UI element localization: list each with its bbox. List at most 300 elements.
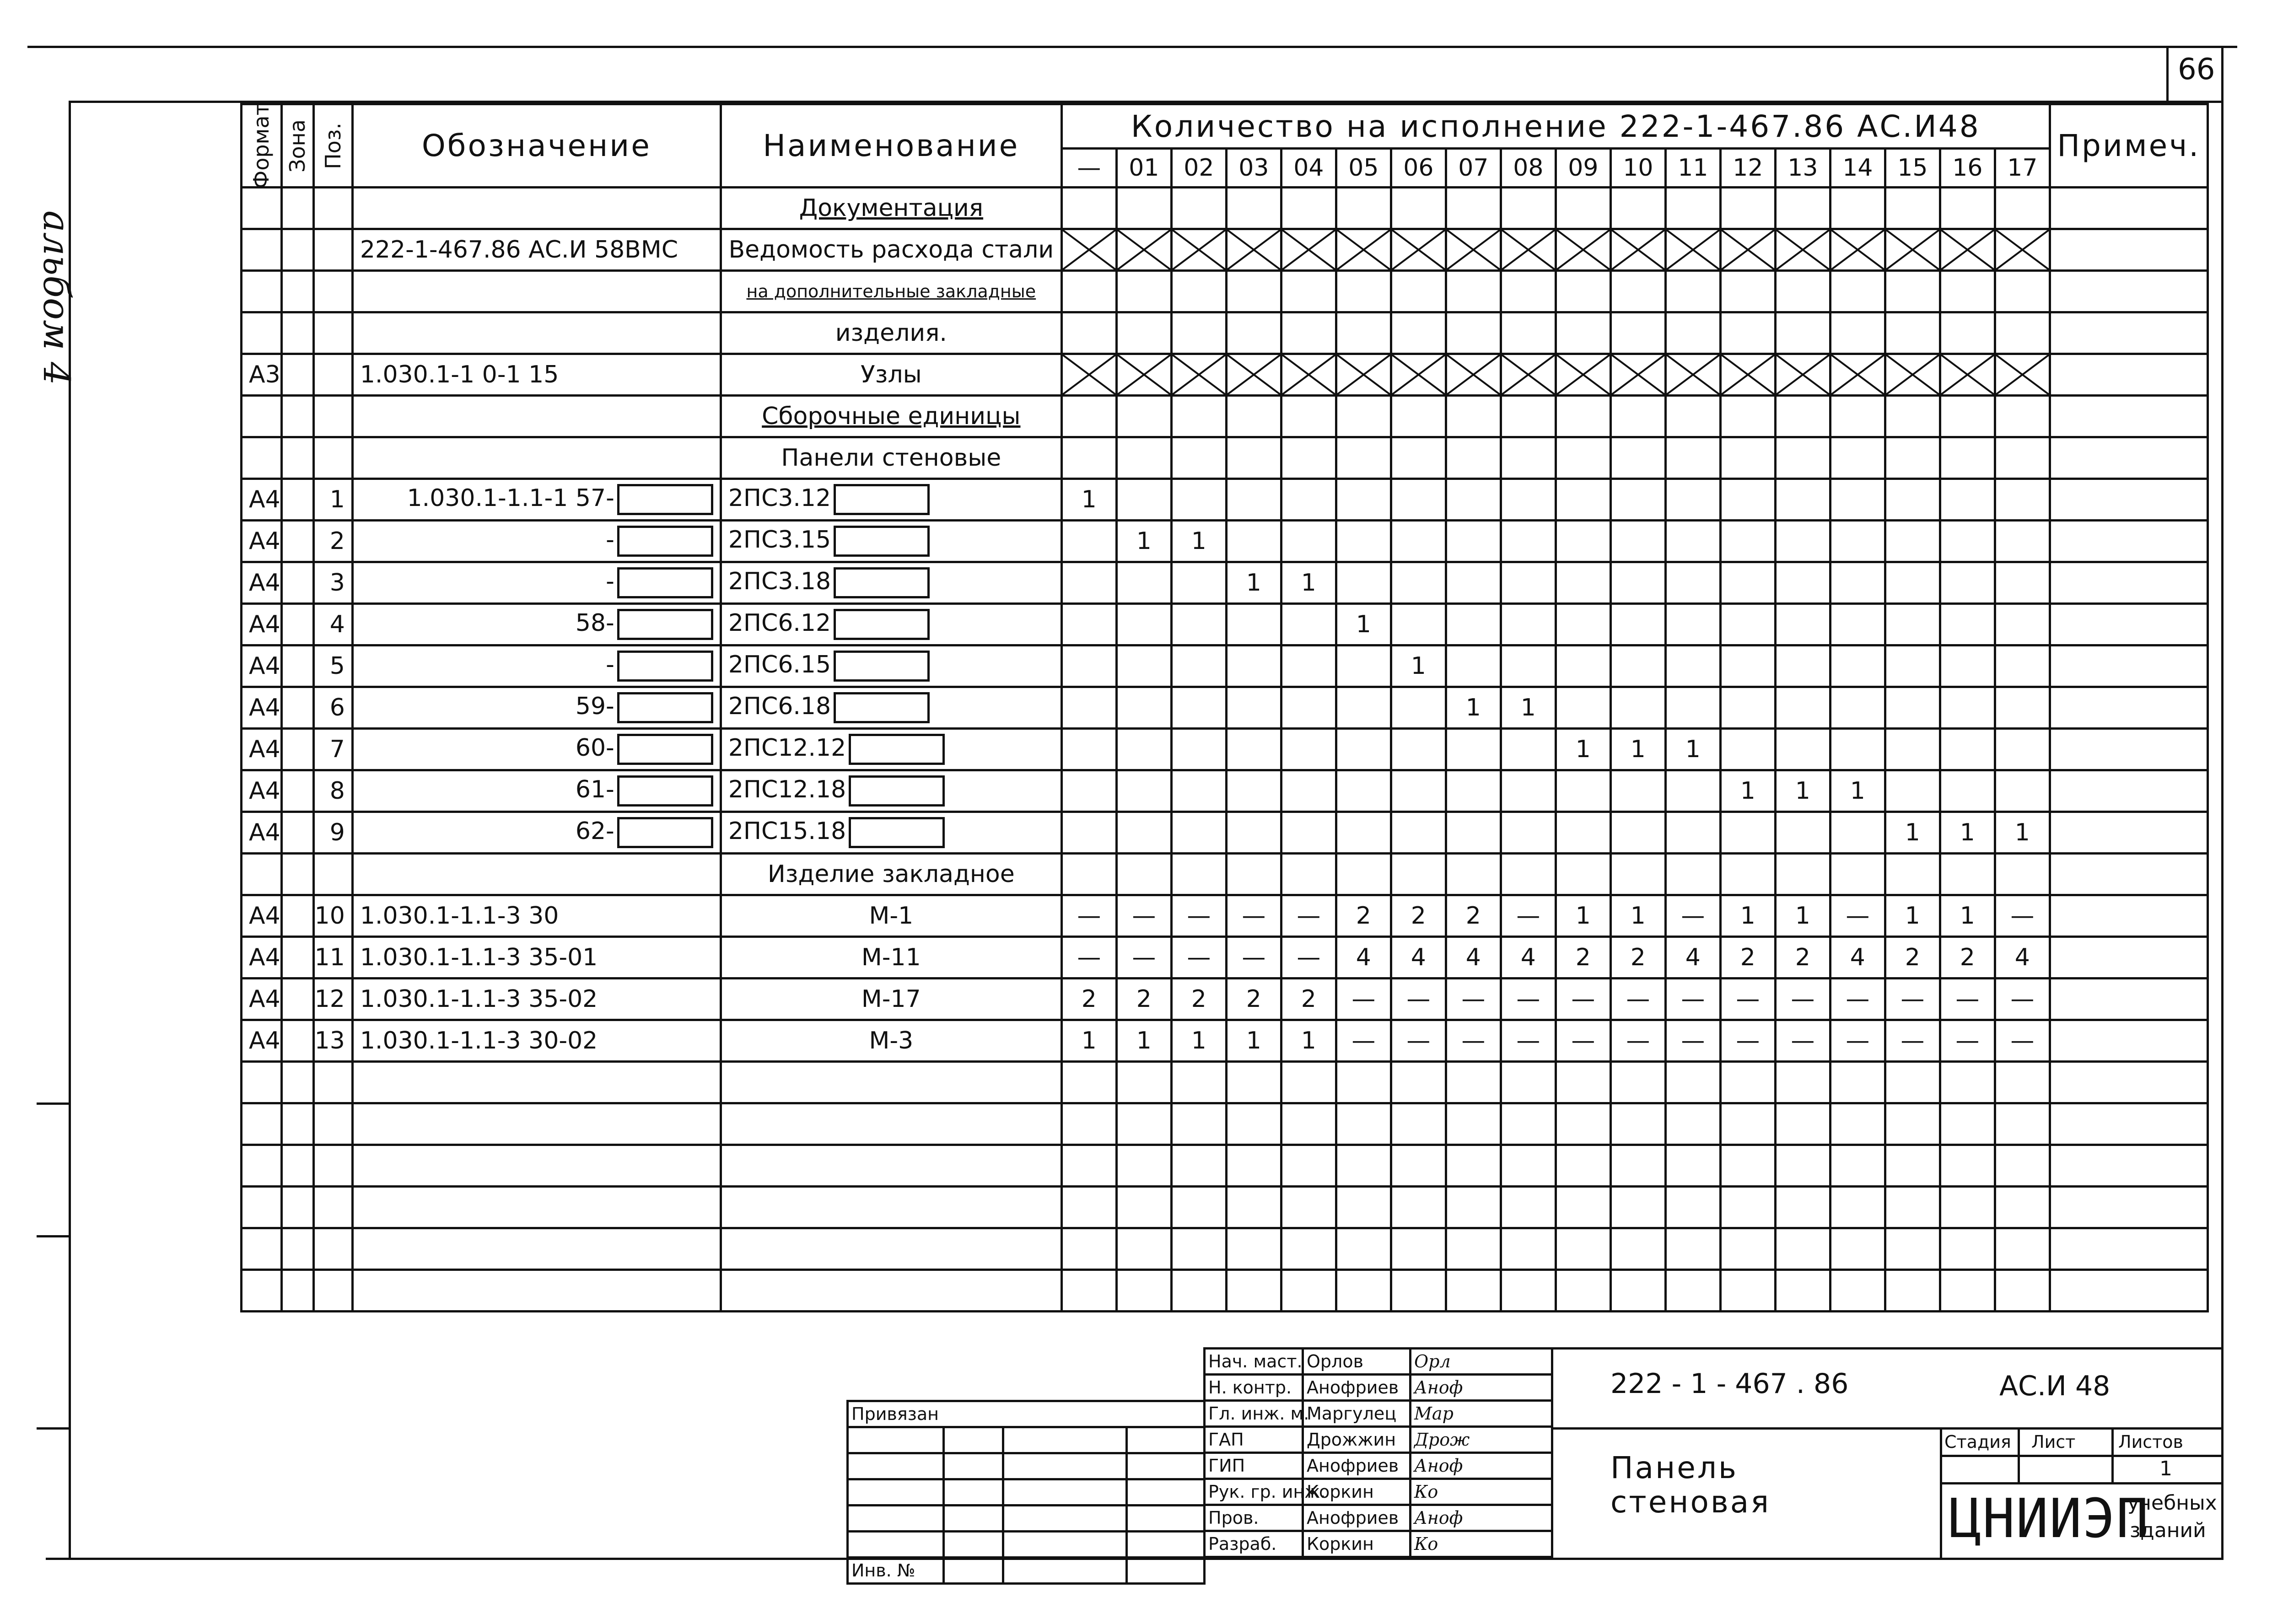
variant-header-cell: 10 (1610, 149, 1665, 188)
name-cell (721, 521, 1061, 562)
name-cell (721, 479, 1061, 521)
zone-cell (281, 979, 313, 1020)
quantity-cell (1061, 562, 1116, 604)
name-blank-box (834, 651, 930, 682)
quantity-cell: 1 (1995, 812, 2050, 854)
quantity-cell (1885, 271, 1940, 312)
quantity-cell (1116, 437, 1171, 479)
header-row (242, 104, 2208, 149)
empty-cell (1665, 1228, 1720, 1270)
designation-text: 60- (575, 734, 614, 762)
zone-cell (281, 729, 313, 770)
quantity-cell (1336, 188, 1391, 229)
quantity-cell (1116, 479, 1171, 521)
quantity-cell (1830, 312, 1885, 354)
designation-cell (352, 521, 721, 562)
cross-out-mark (1941, 230, 1994, 269)
designation-cell (352, 271, 721, 312)
format-header: Формат (242, 104, 282, 188)
format-cell: А4 (242, 604, 282, 645)
empty-cell (1610, 1187, 1665, 1228)
empty-cell (1885, 1187, 1940, 1228)
cross-out-mark (1996, 355, 2049, 394)
empty-cell (1610, 1270, 1665, 1312)
organization-sub-1: учебных (2127, 1491, 2217, 1515)
quantity-cell (1446, 645, 1501, 687)
quantity-cell (1610, 521, 1665, 562)
spec-row (242, 812, 2208, 854)
pos-cell: 11 (313, 937, 352, 979)
quantity-cell (1940, 604, 1995, 645)
stage-row-line-1 (1940, 1455, 2224, 1457)
name-cell: Узлы (721, 354, 1061, 396)
quantity-cell: 2 (1556, 937, 1610, 979)
quantity-cell (1830, 437, 1885, 479)
format-cell (242, 229, 282, 271)
title-block-top (1551, 1347, 2224, 1350)
designation-cell (352, 604, 721, 645)
empty-cell (1610, 1062, 1665, 1103)
note-cell (2050, 770, 2207, 812)
pos-cell: 10 (313, 895, 352, 937)
quantity-cell (1885, 396, 1940, 437)
title-block-left (1551, 1347, 1553, 1560)
name-blank-box (849, 734, 945, 765)
format-cell: А4 (242, 770, 282, 812)
attached-label: Привязан (848, 1401, 1205, 1427)
empty-cell (1171, 1103, 1226, 1145)
quantity-cell (1061, 396, 1116, 437)
empty-cell (1830, 1270, 1885, 1312)
quantity-cell (1720, 562, 1775, 604)
empty-cell (1281, 1270, 1336, 1312)
spec-row (242, 188, 2208, 229)
note-cell (2050, 895, 2207, 937)
variant-header-cell: 03 (1226, 149, 1281, 188)
empty-cell (1610, 1228, 1665, 1270)
title-line-2: стеновая (1610, 1484, 1771, 1520)
quantity-cell (1391, 854, 1446, 895)
right-border (2221, 46, 2224, 1560)
empty-cell (1556, 1062, 1610, 1103)
quantity-cell (1885, 354, 1940, 396)
quantity-cell (1610, 312, 1665, 354)
quantity-cell (1116, 562, 1171, 604)
quantity-cell (1061, 229, 1116, 271)
variant-header-cell: 12 (1720, 149, 1775, 188)
quantity-cell (1665, 521, 1720, 562)
quantity-cell: 1 (1775, 895, 1830, 937)
designation-cell (352, 645, 721, 687)
quantity-cell: — (1061, 895, 1116, 937)
quantity-cell: — (1830, 979, 1885, 1020)
quantity-cell (1995, 770, 2050, 812)
quantity-cell (1501, 604, 1556, 645)
empty-cell (281, 1270, 313, 1312)
empty-cell (1391, 1103, 1446, 1145)
designation-header: Обозначение (352, 104, 721, 188)
empty-cell (1940, 1145, 1995, 1187)
empty-cell (1830, 1103, 1885, 1145)
quantity-header: Количество на исполнение 222-1-467.86 АС.И48 (1061, 104, 2050, 149)
organization-logo: ЦНИИЭП (1949, 1487, 2150, 1550)
stage-label: Стадия (1944, 1432, 2011, 1452)
empty-cell (1720, 1103, 1775, 1145)
quantity-cell (1995, 271, 2050, 312)
quantity-cell (1226, 854, 1281, 895)
quantity-cell (1720, 687, 1775, 729)
quantity-cell (1336, 562, 1391, 604)
empty-cell (1061, 1145, 1116, 1187)
quantity-cell (1720, 479, 1775, 521)
name-cell: изделия. (721, 312, 1061, 354)
quantity-cell (1665, 604, 1720, 645)
quantity-cell: 1 (1281, 562, 1336, 604)
name-blank-box (834, 526, 930, 557)
quantity-cell (1995, 396, 2050, 437)
empty-cell (721, 1187, 1061, 1228)
quantity-cell (1171, 437, 1226, 479)
quantity-cell (1446, 562, 1501, 604)
role-cell: Н. контр. (1205, 1375, 1303, 1401)
quantity-cell (1336, 729, 1391, 770)
quantity-cell (1830, 188, 1885, 229)
quantity-cell (1995, 729, 2050, 770)
quantity-cell: 4 (1336, 937, 1391, 979)
name-text: 2ПС6.12 (728, 609, 831, 637)
empty-row (242, 1103, 2208, 1145)
empty-cell (1116, 1270, 1171, 1312)
designation-cell: 1.030.1-1.1-3 35-01 (352, 937, 721, 979)
quantity-cell (1556, 229, 1610, 271)
quantity-cell (1171, 604, 1226, 645)
cross-out-mark (1557, 230, 1610, 269)
zone-cell (281, 854, 313, 895)
spec-row (242, 437, 2208, 479)
quantity-cell (1775, 854, 1830, 895)
quantity-cell (1940, 229, 1995, 271)
quantity-cell (1281, 604, 1336, 645)
quantity-cell (1336, 770, 1391, 812)
quantity-cell (1281, 854, 1336, 895)
quantity-cell (1171, 312, 1226, 354)
quantity-cell (1501, 354, 1556, 396)
quantity-cell (1281, 687, 1336, 729)
quantity-cell: — (1940, 979, 1995, 1020)
quantity-cell (1336, 479, 1391, 521)
quantity-cell (1116, 854, 1171, 895)
spec-row (242, 937, 2208, 979)
format-cell: А4 (242, 479, 282, 521)
quantity-cell (1226, 188, 1281, 229)
empty-cell (1665, 1062, 1720, 1103)
binding-table (846, 1400, 1206, 1585)
quantity-cell (1556, 271, 1610, 312)
quantity-cell (1226, 645, 1281, 687)
quantity-cell: 4 (1830, 937, 1885, 979)
quantity-cell (1665, 229, 1720, 271)
name-cell: М-1 (721, 895, 1061, 937)
quantity-cell: 1 (1061, 479, 1116, 521)
empty-cell (1720, 1145, 1775, 1187)
quantity-cell (1665, 854, 1720, 895)
name-blank-box (834, 609, 930, 640)
pos-cell (313, 229, 352, 271)
name-blank-box (834, 692, 930, 723)
empty-cell (1940, 1062, 1995, 1103)
quantity-cell: 1 (1556, 729, 1610, 770)
left-margin-tick-1 (37, 1102, 71, 1105)
name-blank-box (849, 817, 945, 848)
empty-cell (1501, 1103, 1556, 1145)
empty-cell (721, 1062, 1061, 1103)
quantity-cell: — (1665, 1020, 1720, 1062)
empty-cell (1391, 1145, 1446, 1187)
name-text: 2ПС3.18 (728, 568, 831, 595)
empty-cell (1446, 1270, 1501, 1312)
empty-cell (242, 1187, 282, 1228)
quantity-cell (1556, 604, 1610, 645)
left-margin-tick-3 (37, 1427, 71, 1430)
empty-cell (313, 1145, 352, 1187)
note-cell (2050, 854, 2207, 895)
signature-cell: Дрож (1411, 1427, 1552, 1453)
designation-cell: 1.030.1-1 0-1 15 (352, 354, 721, 396)
format-cell: А3 (242, 354, 282, 396)
cross-out-mark (1777, 355, 1829, 394)
quantity-cell (1885, 479, 1940, 521)
quantity-cell: — (1336, 1020, 1391, 1062)
quantity-cell (1061, 729, 1116, 770)
quantity-cell (1226, 770, 1281, 812)
quantity-cell (1171, 729, 1226, 770)
note-cell (2050, 188, 2207, 229)
note-cell (2050, 437, 2207, 479)
format-cell: А4 (242, 521, 282, 562)
pos-cell (313, 354, 352, 396)
specification-table (240, 103, 2209, 1312)
format-cell (242, 396, 282, 437)
empty-cell (1446, 1145, 1501, 1187)
quantity-cell (1940, 271, 1995, 312)
empty-cell (1281, 1145, 1336, 1187)
quantity-cell: 1 (1556, 895, 1610, 937)
pos-cell: 7 (313, 729, 352, 770)
quantity-cell (1610, 479, 1665, 521)
note-cell (2050, 229, 2207, 271)
role-cell: Разраб. (1205, 1531, 1303, 1557)
cross-out-mark (1228, 230, 1280, 269)
quantity-cell (1995, 562, 2050, 604)
quantity-cell (1995, 687, 2050, 729)
name-cell (721, 645, 1061, 687)
quantity-cell (1226, 354, 1281, 396)
designation-blank-box (617, 567, 713, 598)
quantity-cell (1665, 770, 1720, 812)
quantity-cell (1995, 645, 2050, 687)
quantity-cell (1885, 521, 1940, 562)
quantity-cell (1610, 562, 1665, 604)
approval-row (1205, 1453, 1552, 1479)
role-cell: Рук. гр. инж. (1205, 1479, 1303, 1505)
quantity-cell (1665, 271, 1720, 312)
quantity-cell (1830, 645, 1885, 687)
empty-cell (1556, 1270, 1610, 1312)
pos-cell: 5 (313, 645, 352, 687)
quantity-cell (1336, 396, 1391, 437)
empty-cell (1995, 1187, 2050, 1228)
quantity-cell (1226, 271, 1281, 312)
quantity-cell (1061, 770, 1116, 812)
zone-cell (281, 437, 313, 479)
document-code: 222 - 1 - 467 . 86 (1610, 1368, 1849, 1400)
empty-cell (1665, 1270, 1720, 1312)
quantity-cell (1281, 229, 1336, 271)
designation-text: 62- (575, 817, 614, 845)
format-cell (242, 188, 282, 229)
format-cell (242, 854, 282, 895)
quantity-cell (1720, 396, 1775, 437)
quantity-cell (1446, 271, 1501, 312)
empty-cell (1061, 1103, 1116, 1145)
empty-cell (281, 1103, 313, 1145)
note-cell (2050, 562, 2207, 604)
designation-blank-box (617, 734, 713, 765)
zone-header: Зона (281, 104, 313, 188)
empty-cell (1226, 1145, 1281, 1187)
quantity-cell (1995, 521, 2050, 562)
quantity-cell (1885, 229, 1940, 271)
quantity-cell (1336, 687, 1391, 729)
quantity-cell (1391, 770, 1446, 812)
designation-text: 1.030.1-1.1-1 57- (407, 484, 614, 512)
quantity-cell (1171, 396, 1226, 437)
quantity-cell (1446, 770, 1501, 812)
quantity-cell (1940, 479, 1995, 521)
quantity-cell: 1 (1281, 1020, 1336, 1062)
quantity-cell (1116, 312, 1171, 354)
approval-row (1205, 1427, 1552, 1453)
quantity-cell: 1 (1830, 770, 1885, 812)
quantity-cell (1610, 188, 1665, 229)
quantity-cell (1610, 770, 1665, 812)
quantity-cell: — (1995, 979, 2050, 1020)
role-cell: Нач. маст. (1205, 1349, 1303, 1375)
note-header: Примеч. (2050, 104, 2207, 188)
name-blank-box (849, 775, 945, 807)
pos-cell (313, 437, 352, 479)
quantity-cell: — (1885, 979, 1940, 1020)
quantity-cell: 2 (1226, 979, 1281, 1020)
spec-row (242, 396, 2208, 437)
empty-cell (1226, 1228, 1281, 1270)
quantity-cell (1226, 396, 1281, 437)
quantity-cell (1940, 521, 1995, 562)
designation-blank-box (617, 609, 713, 640)
quantity-cell (1830, 687, 1885, 729)
empty-cell (1940, 1228, 1995, 1270)
empty-cell (1556, 1145, 1610, 1187)
cross-out-mark (1447, 355, 1500, 394)
quantity-cell (1610, 271, 1665, 312)
sheet-number-divider (2166, 46, 2169, 103)
cross-out-mark (1667, 355, 1719, 394)
empty-row (242, 1270, 2208, 1312)
signature-cell: Мар (1411, 1401, 1552, 1427)
person-name-cell: Анофриев (1303, 1453, 1411, 1479)
designation-cell (352, 562, 721, 604)
empty-cell (1995, 1103, 2050, 1145)
cross-out-mark (1118, 230, 1170, 269)
empty-cell (1556, 1187, 1610, 1228)
quantity-cell: 1 (1885, 812, 1940, 854)
spec-row (242, 521, 2208, 562)
quantity-cell (1446, 188, 1501, 229)
quantity-cell (1610, 437, 1665, 479)
format-cell (242, 312, 282, 354)
quantity-cell (1720, 354, 1775, 396)
quantity-cell: 1 (1171, 1020, 1226, 1062)
quantity-cell (1391, 562, 1446, 604)
quantity-cell (1775, 229, 1830, 271)
quantity-cell (1226, 521, 1281, 562)
empty-cell (313, 1187, 352, 1228)
quantity-cell (1171, 687, 1226, 729)
quantity-cell: — (1281, 895, 1336, 937)
quantity-cell: 1 (1391, 645, 1446, 687)
cross-out-mark (1612, 230, 1664, 269)
quantity-cell (1995, 354, 2050, 396)
empty-cell (1171, 1228, 1226, 1270)
quantity-cell (1995, 479, 2050, 521)
quantity-cell: — (1226, 895, 1281, 937)
empty-cell (1775, 1270, 1830, 1312)
empty-cell (1336, 1228, 1391, 1270)
empty-cell (1995, 1270, 2050, 1312)
quantity-cell (1940, 188, 1995, 229)
quantity-cell (1556, 770, 1610, 812)
approval-table (1203, 1347, 1553, 1558)
pos-cell (313, 271, 352, 312)
pos-cell (313, 396, 352, 437)
empty-cell (1501, 1270, 1556, 1312)
quantity-cell (1720, 521, 1775, 562)
quantity-cell (1116, 729, 1171, 770)
quantity-cell (1446, 354, 1501, 396)
quantity-cell (1226, 812, 1281, 854)
empty-cell (1226, 1270, 1281, 1312)
zone-cell (281, 895, 313, 937)
empty-cell (1336, 1145, 1391, 1187)
quantity-cell (1720, 271, 1775, 312)
format-cell (242, 437, 282, 479)
empty-cell (1061, 1270, 1116, 1312)
quantity-cell (1501, 729, 1556, 770)
format-cell (242, 271, 282, 312)
cross-out-mark (1063, 355, 1115, 394)
quantity-cell: — (1830, 895, 1885, 937)
quantity-cell (1116, 645, 1171, 687)
quantity-cell (1391, 354, 1446, 396)
empty-cell (1665, 1145, 1720, 1187)
quantity-cell (1556, 521, 1610, 562)
quantity-cell (1885, 562, 1940, 604)
format-cell: А4 (242, 812, 282, 854)
signature-cell: Ко (1411, 1531, 1552, 1557)
quantity-cell: 1 (1171, 521, 1226, 562)
cross-out-mark (1337, 230, 1390, 269)
quantity-cell (1775, 604, 1830, 645)
